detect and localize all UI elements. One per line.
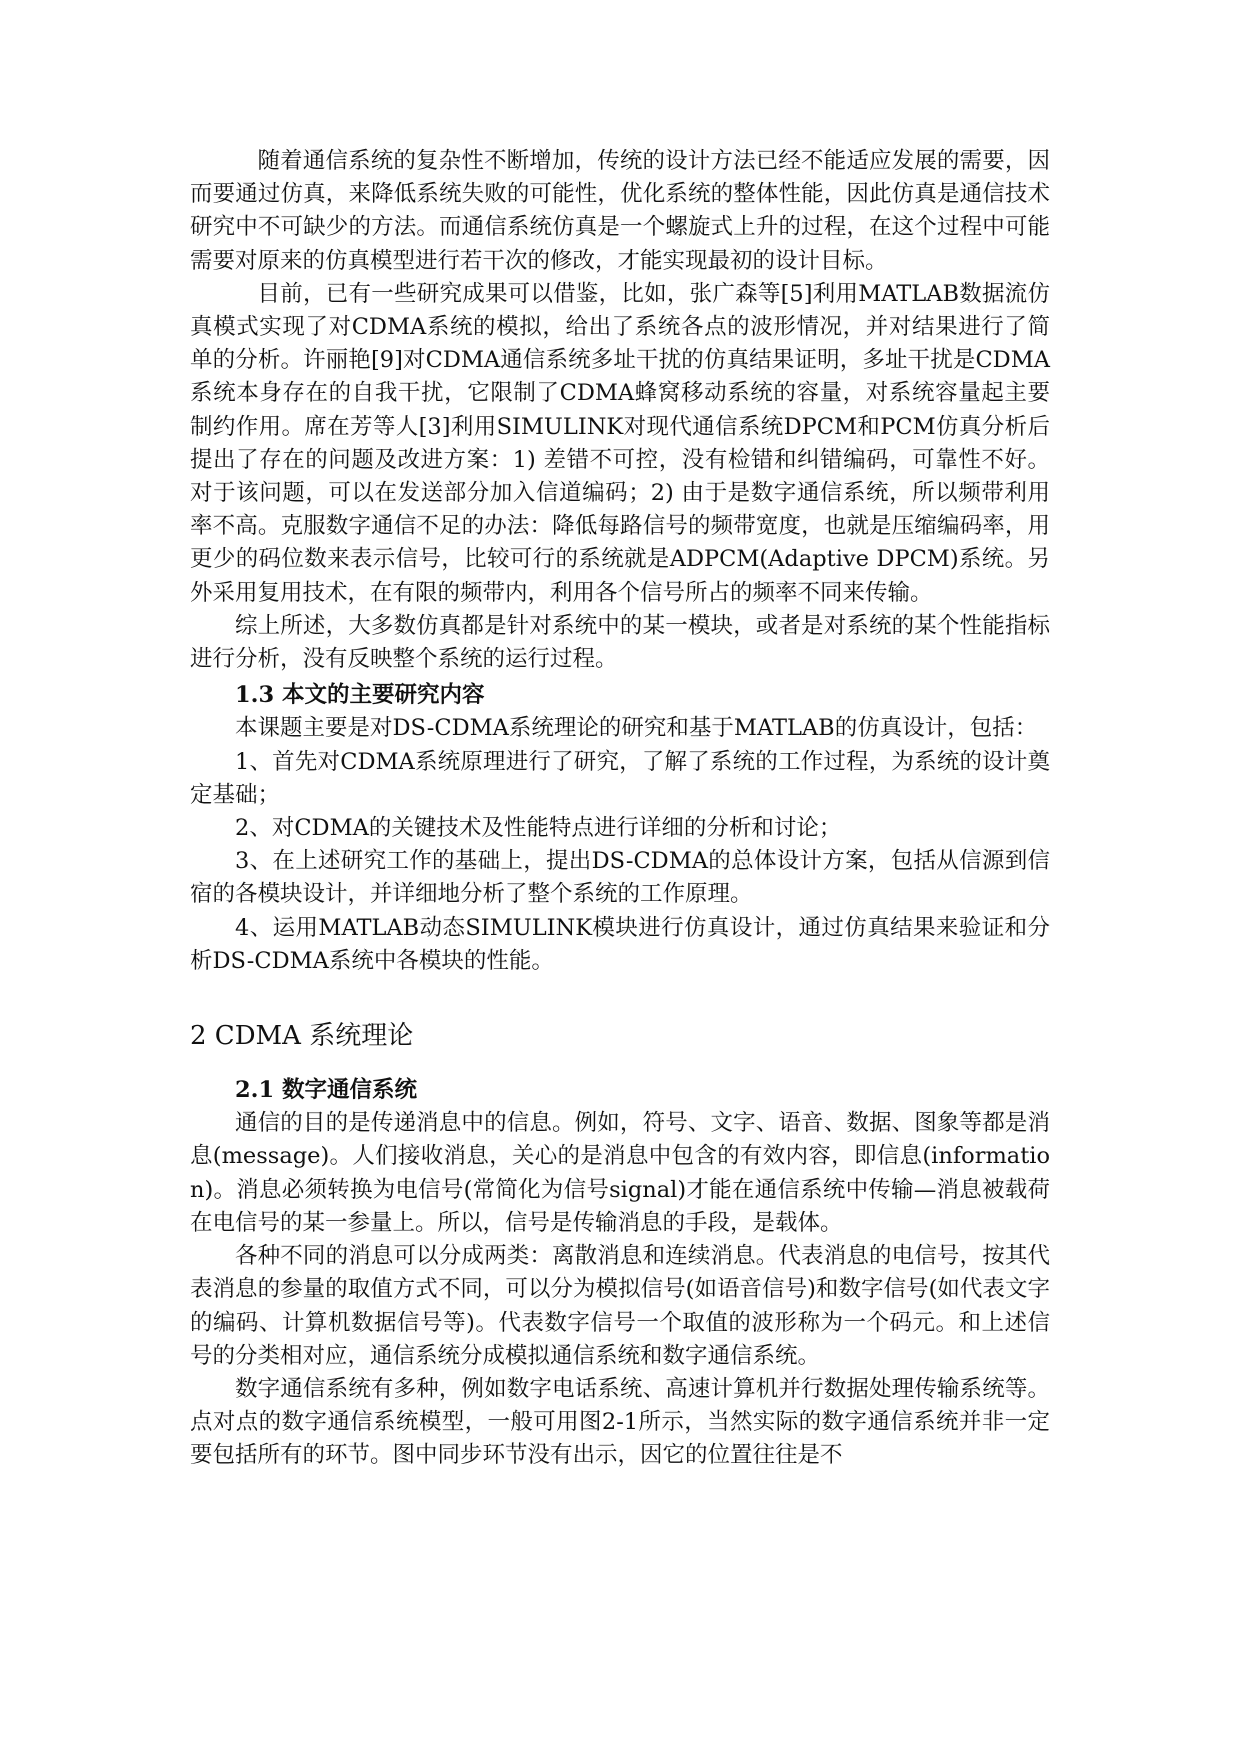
paragraph: 各种不同的消息可以分成两类：离散消息和连续消息。代表消息的电信号，按其代表消息的参量的取值方式不同，可以分为模拟信号(如语音信号)和数字信号(如代表文字的编码、计算机数据信号等)。代表数字信号一个取值的波形称为一个码元。和上述信号的分类相对应，通信系统分成模拟通信系统和数字通信系统。 [190,1243,1050,1369]
list-item: 4、运用MATLAB动态SIMULINK模块进行仿真设计，通过仿真结果来验证和分析DS-CDMA系统中各模块的性能。 [190,914,1050,974]
paragraph: 数字通信系统有多种，例如数字电话系统、高速计算机并行数据处理传输系统等。点对点的数字通信系统模型，一般可用图2-1所示，当然实际的数字通信系统并非一定要包括所有的环节。图中同步环节没有出示，因它的位置往往是不 [190,1375,1050,1469]
section-1-3 [190,679,1050,978]
paragraph: 本课题主要是对DS-CDMA系统理论的研究和基于MATLAB的仿真设计，包括： [235,715,1038,742]
section-heading: 1.3 本文的主要研究内容 [235,682,485,709]
section-heading: 2.1 数字通信系统 [235,1077,417,1104]
paragraph: 通信的目的是传递消息中的信息。例如，符号、文字、语音、数据、图象等都是消息(message)。人们接收消息，关心的是消息中包含的有效内容，即信息(information)。消息必须转换为电信号(常简化为信号signal)才能在通信系统中传输—消息被载荷在电信号的某一参量上。所以，信号是传输消息的手段，是载体。 [190,1110,1050,1236]
paragraph: 综上所述，大多数仿真都是针对系统中的某一模块，或者是对系统的某个性能指标进行分析，没有反映整个系统的运行过程。 [190,612,1050,673]
document-page [190,145,1050,1473]
section-intro [190,145,1050,676]
chapter-heading: 2 CDMA 系统理论 [190,1021,414,1052]
list-item: 3、在上述研究工作的基础上，提出DS-CDMA的总体设计方案，包括从信源到信宿的各模块设计，并详细地分析了整个系统的工作原理。 [190,848,1050,908]
list-item: 2、对CDMA的关键技术及性能特点进行详细的分析和讨论； [235,815,842,842]
list-item: 1、首先对CDMA系统原理进行了研究，了解了系统的工作过程，为系统的设计奠定基础； [190,748,1050,808]
section-2-1 [190,1074,1050,1472]
paragraph: 随着通信系统的复杂性不断增加，传统的设计方法已经不能适应发展的需要，因而要通过仿真，来降低系统失败的可能性，优化系统的整体性能，因此仿真是通信技术研究中不可缺少的方法。而通信系统仿真是一个螺旋式上升的过程，在这个过程中可能需要对原来的仿真模型进行若干次的修改，才能实现最初的设计目标。 [190,148,1050,274]
paragraph: 目前，已有一些研究成果可以借鉴，比如，张广森等[5]利用MATLAB数据流仿真模式实现了对CDMA系统的模拟，给出了系统各点的波形情况，并对结果进行了简单的分析。许丽艳[9]对CDMA通信系统多址干扰的仿真结果证明，多址干扰是CDMA系统本身存在的自我干扰，它限制了CDMA蜂窝移动系统的容量，对系统容量起主要制约作用。席在芳等人[3]利用SIMULINK对现代通信系统DPCM和PCM仿真分析后提出了存在的问题及改进方案：1) 差错不可控，没有检错和纠错编码，可靠性不好。对于该问题，可以在发送部分加入信道编码；2) 由于是数字通信系统，所以频带利用率不高。克服数字通信不足的办法：降低每路信号的频带宽度，也就是压缩编码率，用更少的码位数来表示信号，比较可行的系统就是ADPCM(Adaptive DPCM)系统。另外采用复用技术，在有限的频带内，利用各个信号所占的频率不同来传输。 [190,280,1050,606]
